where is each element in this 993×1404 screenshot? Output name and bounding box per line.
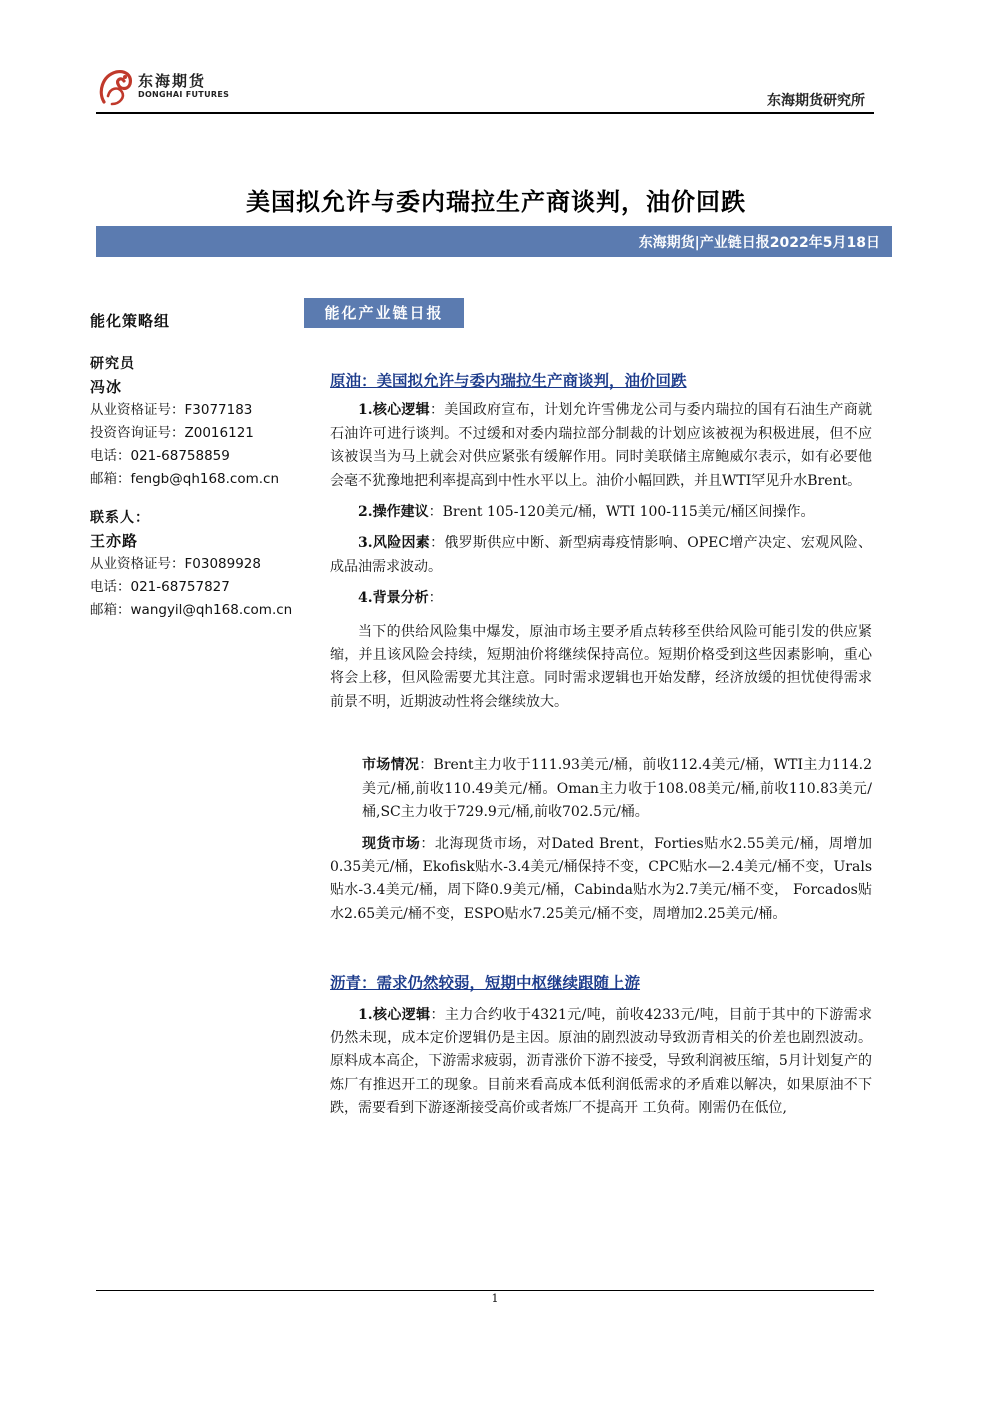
title-band — [96, 226, 892, 257]
report-title: 美国拟允许与委内瑞拉生产商谈判，油价回跌 — [246, 187, 746, 216]
logo-text-cn: 东海期货 — [138, 72, 207, 90]
crude-oil-heading[interactable]: 原油：美国拟允许与委内瑞拉生产商谈判，油价回跌 — [330, 372, 687, 390]
researcher-qualification: 从业资格证号：F3077183 — [90, 402, 253, 418]
header-divider — [96, 112, 874, 114]
asphalt-core-logic: 1.核心逻辑：主力合约收于4321元/吨，前收4233元/吨，目前于其中的下游需求仍然未现，成本定价逻辑仍是主因。原油的剧烈波动导致沥青相关的价差也剧烈波动。原料成本高企，下游需求疲弱，沥青涨价下游不接受，导致利润被压缩，5月计划复产的炼厂有推迟开工的现象。目前来看高成本低利润低需求的矛盾难以解决，如果原油不下跌，需要看到下游逐渐接受高价或者炼厂不提高开 工负荷。刚需仍在低位, — [330, 1006, 872, 1117]
crude-risk-factors: 3.风险因素：俄罗斯供应中断、新型病毒疫情影响、OPEC增产决定、宏观风险、成品油需求波动。 — [330, 535, 872, 575]
researcher-consulting-id: 投资咨询证号：Z0016121 — [90, 425, 254, 441]
author-sidebar — [90, 310, 320, 622]
contact-qualification: 从业资格证号：F03089928 — [90, 556, 261, 572]
contact-name: 王亦路 — [90, 532, 139, 550]
crude-market-status: 市场情况：Brent主力收于111.93美元/桶，前收112.4美元/桶，WTI主力114.2美元/桶,前收110.49美元/桶。Oman主力收于108.08美元/桶,前收110.83美元/桶,SC主力收于729.9元/桶,前收702.5元/桶。 — [362, 757, 873, 821]
contact-role: 联系人： — [90, 510, 150, 526]
crude-spot-market: 现货市场：北海现货市场，对Dated Brent，Forties贴水2.55美元/桶，周增加0.35美元/桶，Ekofisk贴水-3.4美元/桶保持不变，CPC贴水—2.4美元/桶不变，Urals贴水-3.4美元/桶，周下降0.9美元/桶，Cabinda贴水为2.7美元/桶不变， Forcados贴水2.65美元/桶不变，ESPO贴水7.25美元/桶不变，周增加2.25美元/桶。 — [330, 835, 872, 922]
crude-background-text: 当下的供给风险集中爆发，原油市场主要矛盾点转移至供给风险可能引发的供应紧缩，并且该风险会持续，短期油价将继续保持高位。短期价格受到这些因素影响，重心将会上移，但风险需要尤其注意。同时需求逻辑也开始发酵，经济放缓的担忧使得需求前景不明，近期波动性将会继续放大。 — [330, 623, 872, 710]
logo-text-en: DONGHAI FUTURES — [138, 90, 230, 99]
contact-phone: 电话：021-68757827 — [90, 579, 230, 595]
dragon-logo-icon — [96, 66, 136, 110]
report-body — [330, 370, 872, 1121]
crude-background-label: 4.背景分析： — [358, 590, 443, 607]
researcher-role: 研究员 — [90, 356, 135, 372]
researcher-phone: 电话：021-68758859 — [90, 448, 230, 464]
crude-trade-advice: 2.操作建议：Brent 105-120美元/桶，WTI 100-115美元/桶区间操作。 — [358, 504, 815, 521]
asphalt-heading[interactable]: 沥青：需求仍然较弱，短期中枢继续跟随上游 — [330, 974, 641, 993]
section-tag: 能化产业链日报 — [304, 298, 464, 328]
page-number: 1 — [491, 1292, 499, 1305]
strategy-group: 能化策略组 — [90, 312, 171, 330]
crude-core-logic: 1.核心逻辑：美国政府宣布，计划允许雪佛龙公司与委内瑞拉的国有石油生产商就石油许可进行谈判。不过缓和对委内瑞拉部分制裁的计划应该被视为积极进展，但不应该被误当为马上就会对供应紧张有缓解作用。同时美联储主席鲍威尔表示，如有必要他会毫不犹豫地把利率提高到中性水平以上。油价小幅回跌，并且WTI罕见升水Brent。 — [330, 402, 873, 489]
institute-name: 东海期货研究所 — [767, 93, 865, 109]
report-date-line: 东海期货|产业链日报2022年5月18日 — [638, 235, 880, 251]
researcher-email[interactable]: 邮箱：fengb@qh168.com.cn — [90, 471, 280, 487]
researcher-name: 冯冰 — [90, 378, 123, 396]
footer-divider — [96, 1290, 874, 1291]
contact-email[interactable]: 邮箱：wangyil@qh168.com.cn — [90, 602, 293, 618]
company-logo — [96, 66, 246, 110]
